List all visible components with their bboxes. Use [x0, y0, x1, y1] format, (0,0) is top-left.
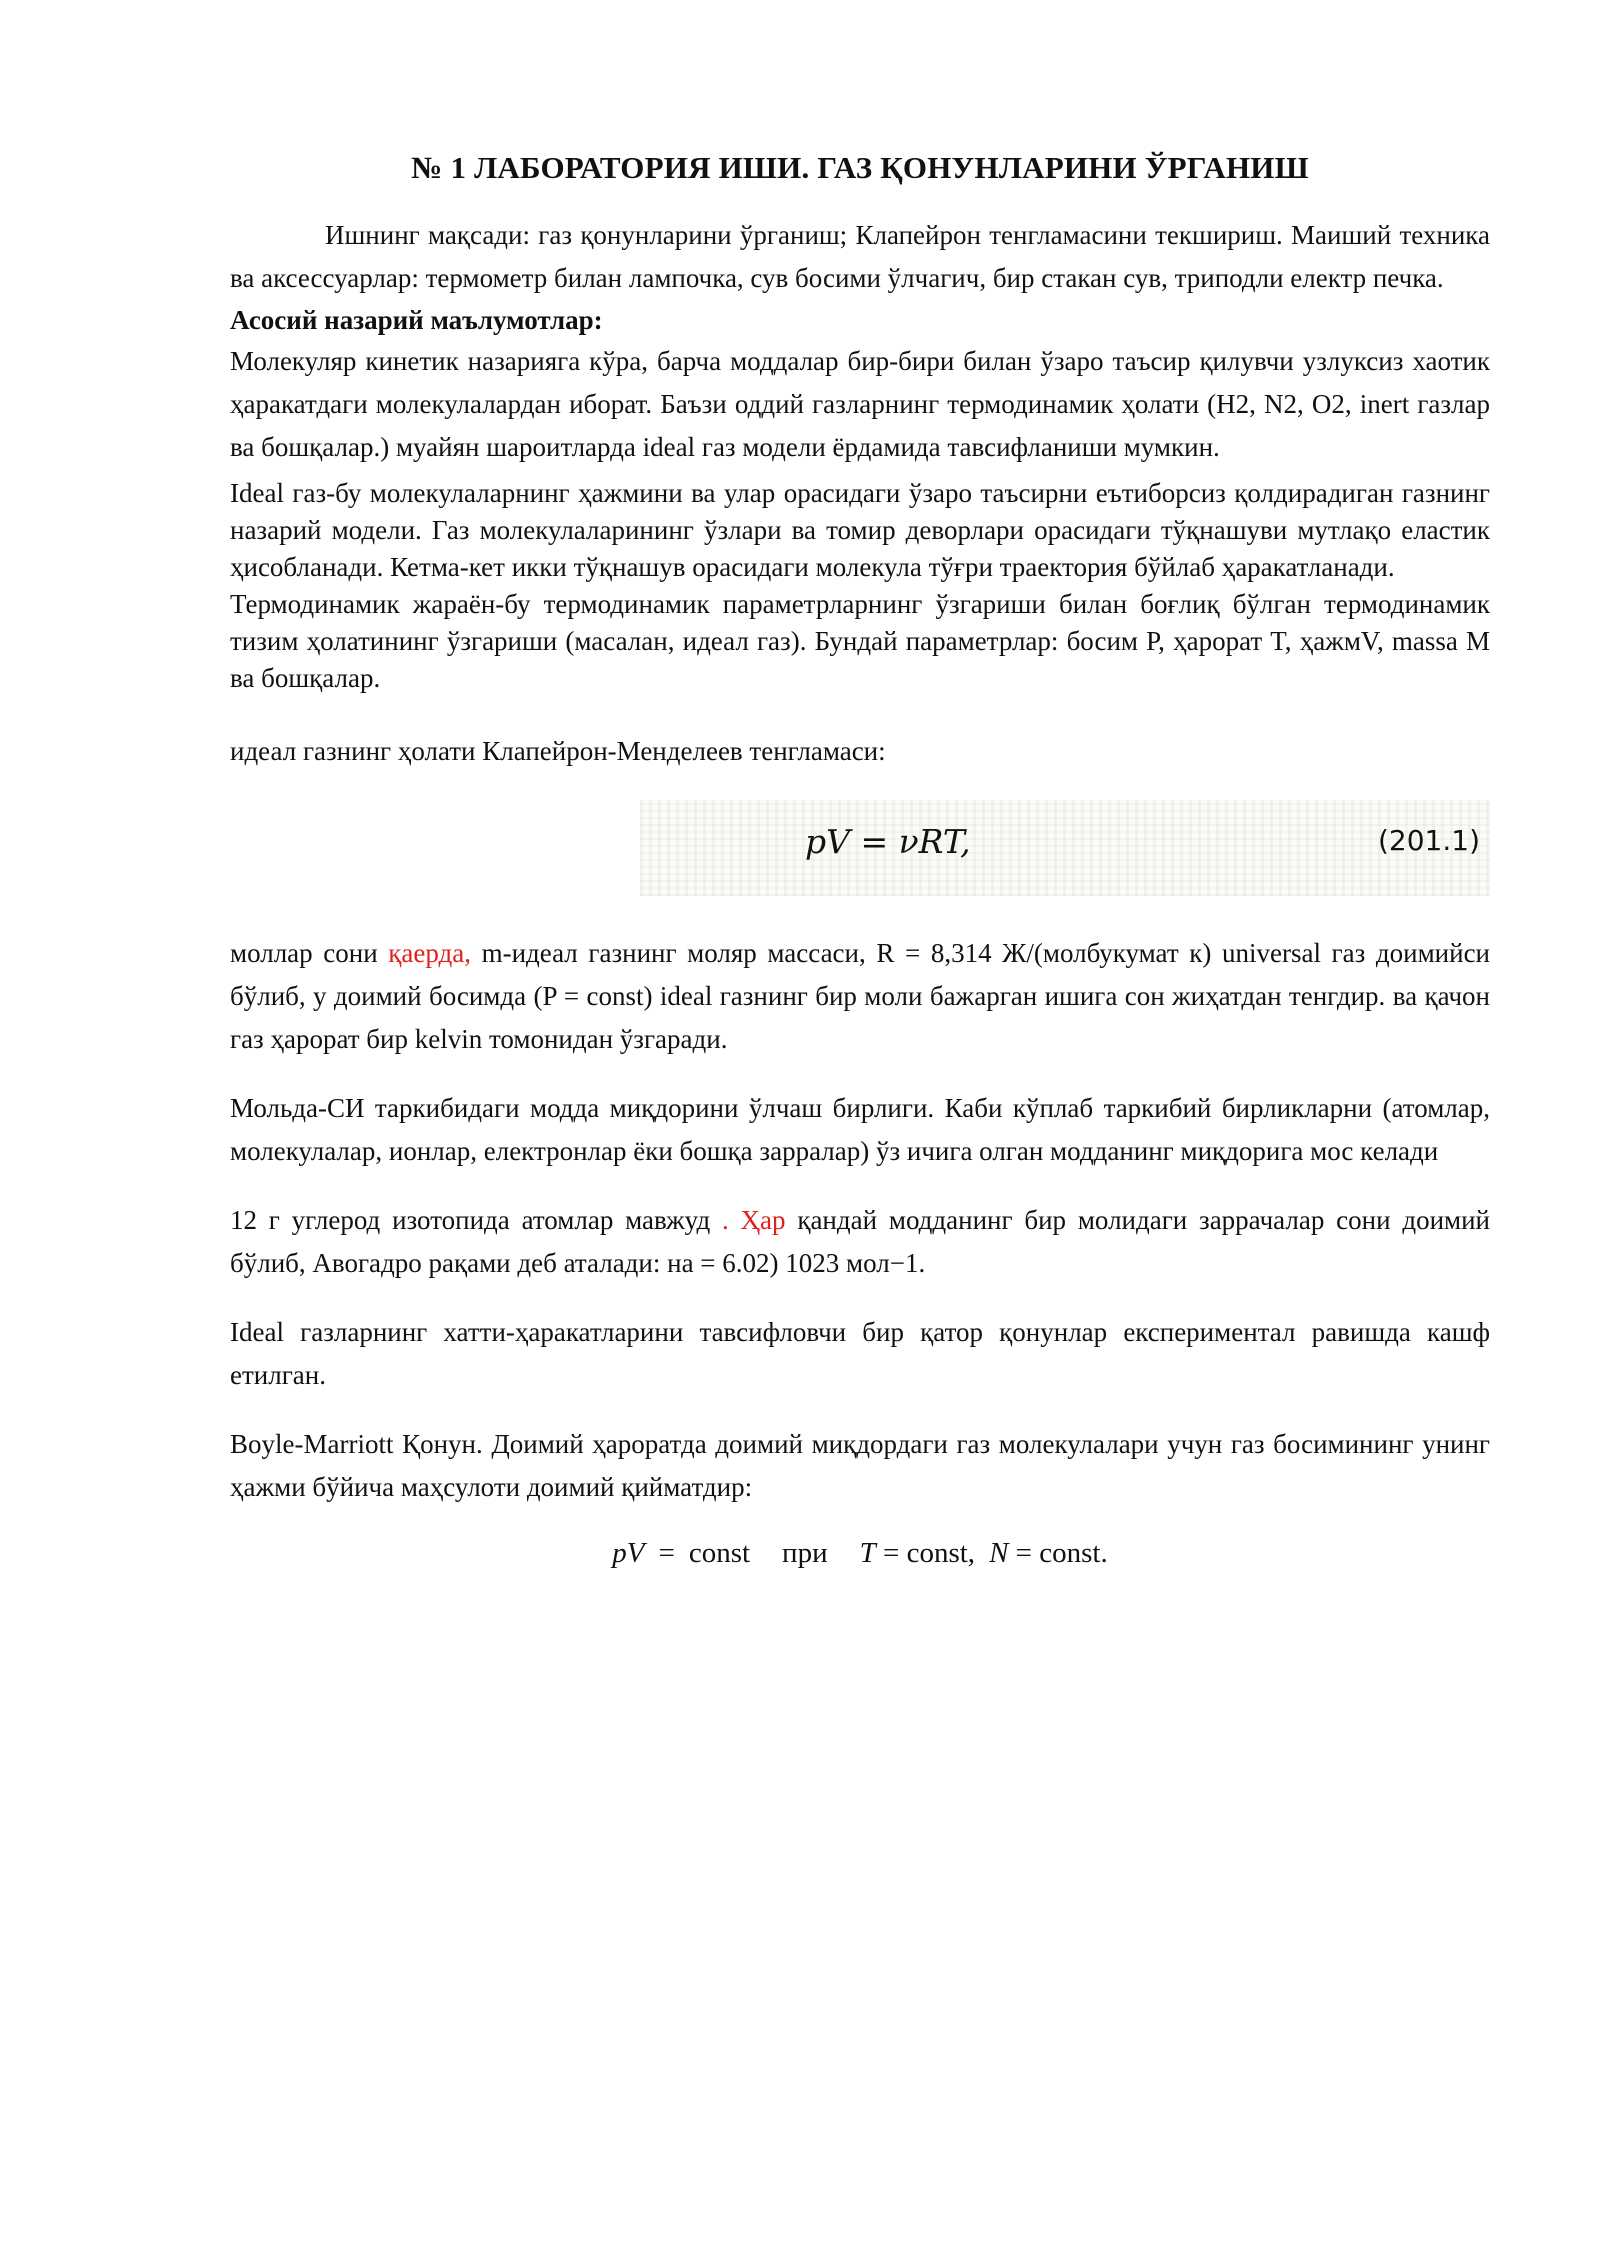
molecular-theory-paragraph: Молекуляр кинетик назарияга кўра, барча моддалар бир-бири билан ўзаро таъсир қилувчи узлуксиз хаотик ҳаракатдаги молекулалардан иборат. Баъзи оддий газларнинг термодинамик ҳолати (H2, N2, O2, inert газлар ва бошқалар.) муайян шароитларда ideal газ модели ёрдамида тавсифланиши мумкин. [230, 346, 1490, 462]
avogadro-text-highlight: . Ҳар [721, 1205, 786, 1235]
clapeyron-formula [230, 800, 1490, 896]
document-title: № 1 ЛАБОРАТОРИЯ ИШИ. ГАЗ ҚОНУНЛАРИНИ ЎРГАНИШ [411, 150, 1309, 185]
moles-text-end: m-идеал газнинг моляр массаси, R = 8,314 Ж/(молбукумат к) universal газ доимийси бўлиб, у доимий босимда (P = const) ideal газнинг бир моли бажарган ишига сон жиҳатдан тенгдир. ва қачон газ ҳарорат бир kelvin томонидан ўзгаради. [230, 938, 1490, 1054]
equation-intro-paragraph: идеал газнинг ҳолати Клапейрон-Менделеев тенгламаси: [230, 736, 886, 766]
formula-equation: pV = νRT, [805, 822, 971, 861]
theory-heading: Асосий назарий маълумотлар: [230, 305, 603, 335]
mole-unit-paragraph: Мольда-СИ таркибидаги модда миқдорини ўлчаш бирлиги. Каби кўплаб таркибий бирликларни (атомлар, молекулалар, ионлар, електронлар ёки бошқа зарралар) ўз ичига олган модданинг миқдорига мос келади [230, 1093, 1490, 1166]
boyle-formula-n: N [989, 1537, 1009, 1569]
boyle-formula-const: const [688, 1537, 751, 1569]
moles-text-highlight: қаерда, [388, 938, 471, 968]
thermodynamic-process-paragraph: Термодинамик жараён-бу термодинамик параметрларнинг ўзгариши билан боғлиқ бўлган термодинамик тизим ҳолатининг ўзгариши (масалан, идеал газ). Бундай параметрлар: босим P, ҳарорат T, ҳажмV, massa M ва бошқалар. [230, 589, 1490, 693]
boyle-formula-t-const: = const, [875, 1537, 976, 1569]
avogadro-text-end: қандай модданинг бир молидаги заррачалар сони доимий бўлиб, Авогадро рақами деб аталади: на = 6.02) 1023 мол−1. [230, 1205, 1491, 1278]
avogadro-paragraph [230, 1199, 1490, 1285]
boyle-formula-equals: = [658, 1537, 675, 1569]
boyle-formula-pri: при [782, 1537, 828, 1569]
formula-image [640, 800, 1490, 896]
formula-number: (201.1) [1377, 824, 1480, 857]
boyle-mariotte-paragraph: Boyle-Marriott Қонун. Доимий ҳароратда доимий миқдордаги газ молекулалари учун газ босимининг унинг ҳажми бўйича маҳсулоти доимий қийматдир: [230, 1429, 1490, 1502]
gas-laws-paragraph: Ideal газларнинг хатти-ҳаракатларини тавсифловчи бир қатор қонунлар експериментал равишда кашф етилган. [230, 1317, 1490, 1390]
boyle-formula [230, 1537, 1490, 1570]
boyle-formula-t: T [859, 1537, 876, 1569]
avogadro-text-start: 12 г углерод изотопида атомлар мавжуд [230, 1205, 722, 1235]
boyle-formula-n-const: = const. [1008, 1537, 1108, 1569]
boyle-formula-pv: pV [612, 1537, 645, 1569]
moles-text-start: моллар сони [230, 938, 389, 968]
moles-paragraph [230, 932, 1490, 1061]
purpose-paragraph: Ишнинг мақсади: газ қонунларини ўрганиш; Клапейрон тенгламасини текшириш. Маиший техника ва аксессуарлар: термометр билан лампочка, сув босими ўлчагич, бир стакан сув, триподли електр печка. [230, 220, 1490, 293]
document-page [230, 150, 1490, 1570]
ideal-gas-paragraph: Ideal газ-бу молекулаларнинг ҳажмини ва улар орасидаги ўзаро таъсирни еътиборсиз қолдирадиган газнинг назарий модели. Газ молекулаларининг ўзлари ва томир деворлари орасидаги тўқнашуви мутлақо еластик ҳисобланади. Кетма-кет икки тўқнашув орасидаги молекула тўғри траектория бўйлаб ҳаракатланади. [230, 478, 1490, 582]
